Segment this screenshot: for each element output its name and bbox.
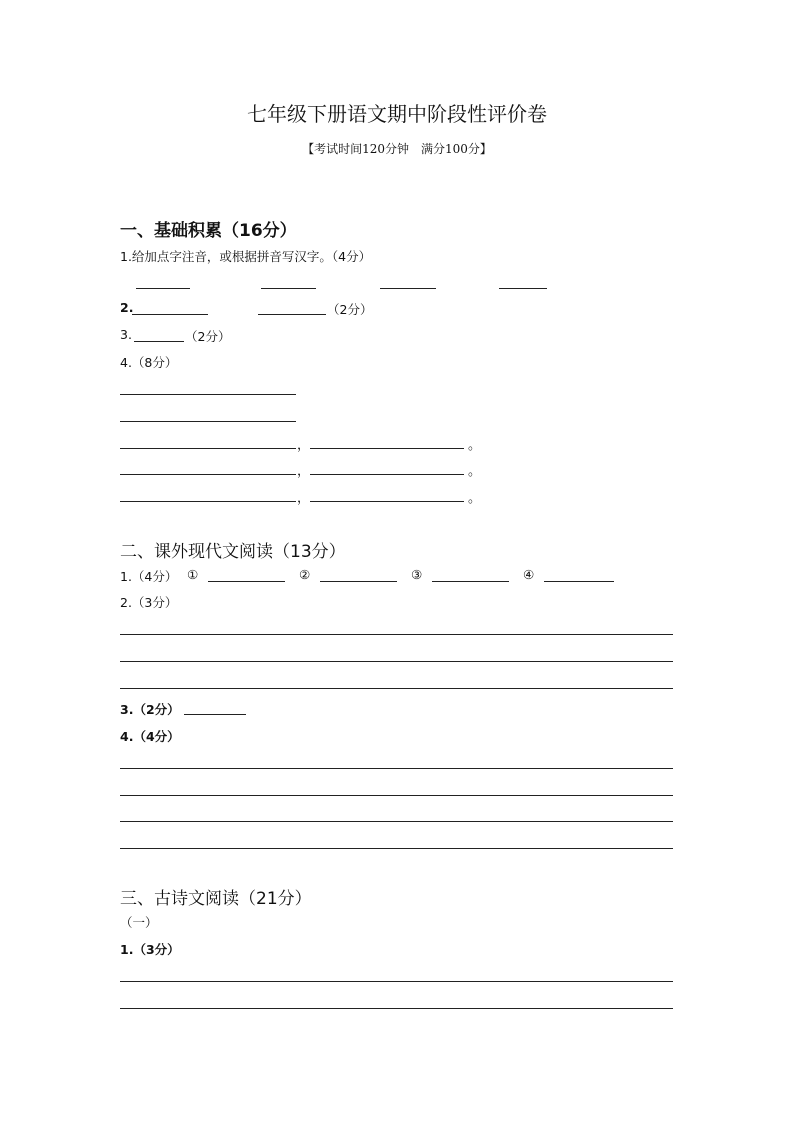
answer-line[interactable] xyxy=(380,288,436,289)
comma: ， xyxy=(297,491,311,506)
circle-number: ② xyxy=(299,567,311,582)
section1-q2-label: 2. xyxy=(120,300,134,315)
answer-line[interactable] xyxy=(184,714,246,715)
answer-line[interactable] xyxy=(120,1008,673,1009)
answer-line[interactable] xyxy=(310,448,464,449)
page-title: 七年级下册语文期中阶段性评价卷 xyxy=(247,102,547,126)
answer-line[interactable] xyxy=(120,448,296,449)
circle-number: ④ xyxy=(523,567,535,582)
section1-q1-prompt: 1.给加点字注音，或根据拼音写汉字。（4分） xyxy=(120,249,372,264)
answer-line[interactable] xyxy=(258,314,326,315)
answer-line[interactable] xyxy=(120,661,673,662)
answer-line[interactable] xyxy=(208,581,285,582)
answer-line[interactable] xyxy=(544,581,614,582)
answer-line[interactable] xyxy=(120,795,673,796)
answer-line[interactable] xyxy=(136,288,190,289)
answer-line[interactable] xyxy=(432,581,509,582)
comma: ， xyxy=(297,438,311,453)
answer-line[interactable] xyxy=(120,394,296,395)
section3-q1-label: 1.（3分） xyxy=(120,942,180,957)
answer-line[interactable] xyxy=(120,634,673,635)
section1-q3-score: （2分） xyxy=(185,329,231,344)
answer-line[interactable] xyxy=(120,848,673,849)
answer-line[interactable] xyxy=(132,314,208,315)
answer-line[interactable] xyxy=(310,474,464,475)
answer-line[interactable] xyxy=(320,581,397,582)
section1-q2-score: （2分） xyxy=(327,302,373,317)
comma: ， xyxy=(297,464,311,479)
answer-line[interactable] xyxy=(120,421,296,422)
answer-line[interactable] xyxy=(261,288,316,289)
period: 。 xyxy=(468,491,482,506)
answer-line[interactable] xyxy=(499,288,547,289)
period: 。 xyxy=(468,438,482,453)
section2-q2-label: 2.（3分） xyxy=(120,595,178,610)
section2-heading: 二、课外现代文阅读（13分） xyxy=(120,542,346,562)
answer-line[interactable] xyxy=(120,474,296,475)
answer-line[interactable] xyxy=(120,688,673,689)
section3-heading: 三、古诗文阅读（21分） xyxy=(120,889,312,909)
section1-heading: 一、基础积累（16分） xyxy=(120,221,297,241)
period: 。 xyxy=(468,464,482,479)
section2-q4-label: 4.（4分） xyxy=(120,729,180,744)
circle-number: ① xyxy=(187,567,199,582)
exam-info: 【考试时间120分钟 满分100分】 xyxy=(302,142,492,156)
answer-line[interactable] xyxy=(120,981,673,982)
section1-q4-label: 4.（8分） xyxy=(120,355,178,370)
answer-line[interactable] xyxy=(134,341,184,342)
answer-line[interactable] xyxy=(120,768,673,769)
section3-subsection: （一） xyxy=(120,915,158,930)
section2-q1-label: 1.（4分） xyxy=(120,569,178,584)
section1-q3-label: 3. xyxy=(120,327,132,342)
answer-line[interactable] xyxy=(120,501,296,502)
section2-q3-label: 3.（2分） xyxy=(120,702,180,717)
circle-number: ③ xyxy=(411,567,423,582)
answer-line[interactable] xyxy=(310,501,464,502)
answer-line[interactable] xyxy=(120,821,673,822)
